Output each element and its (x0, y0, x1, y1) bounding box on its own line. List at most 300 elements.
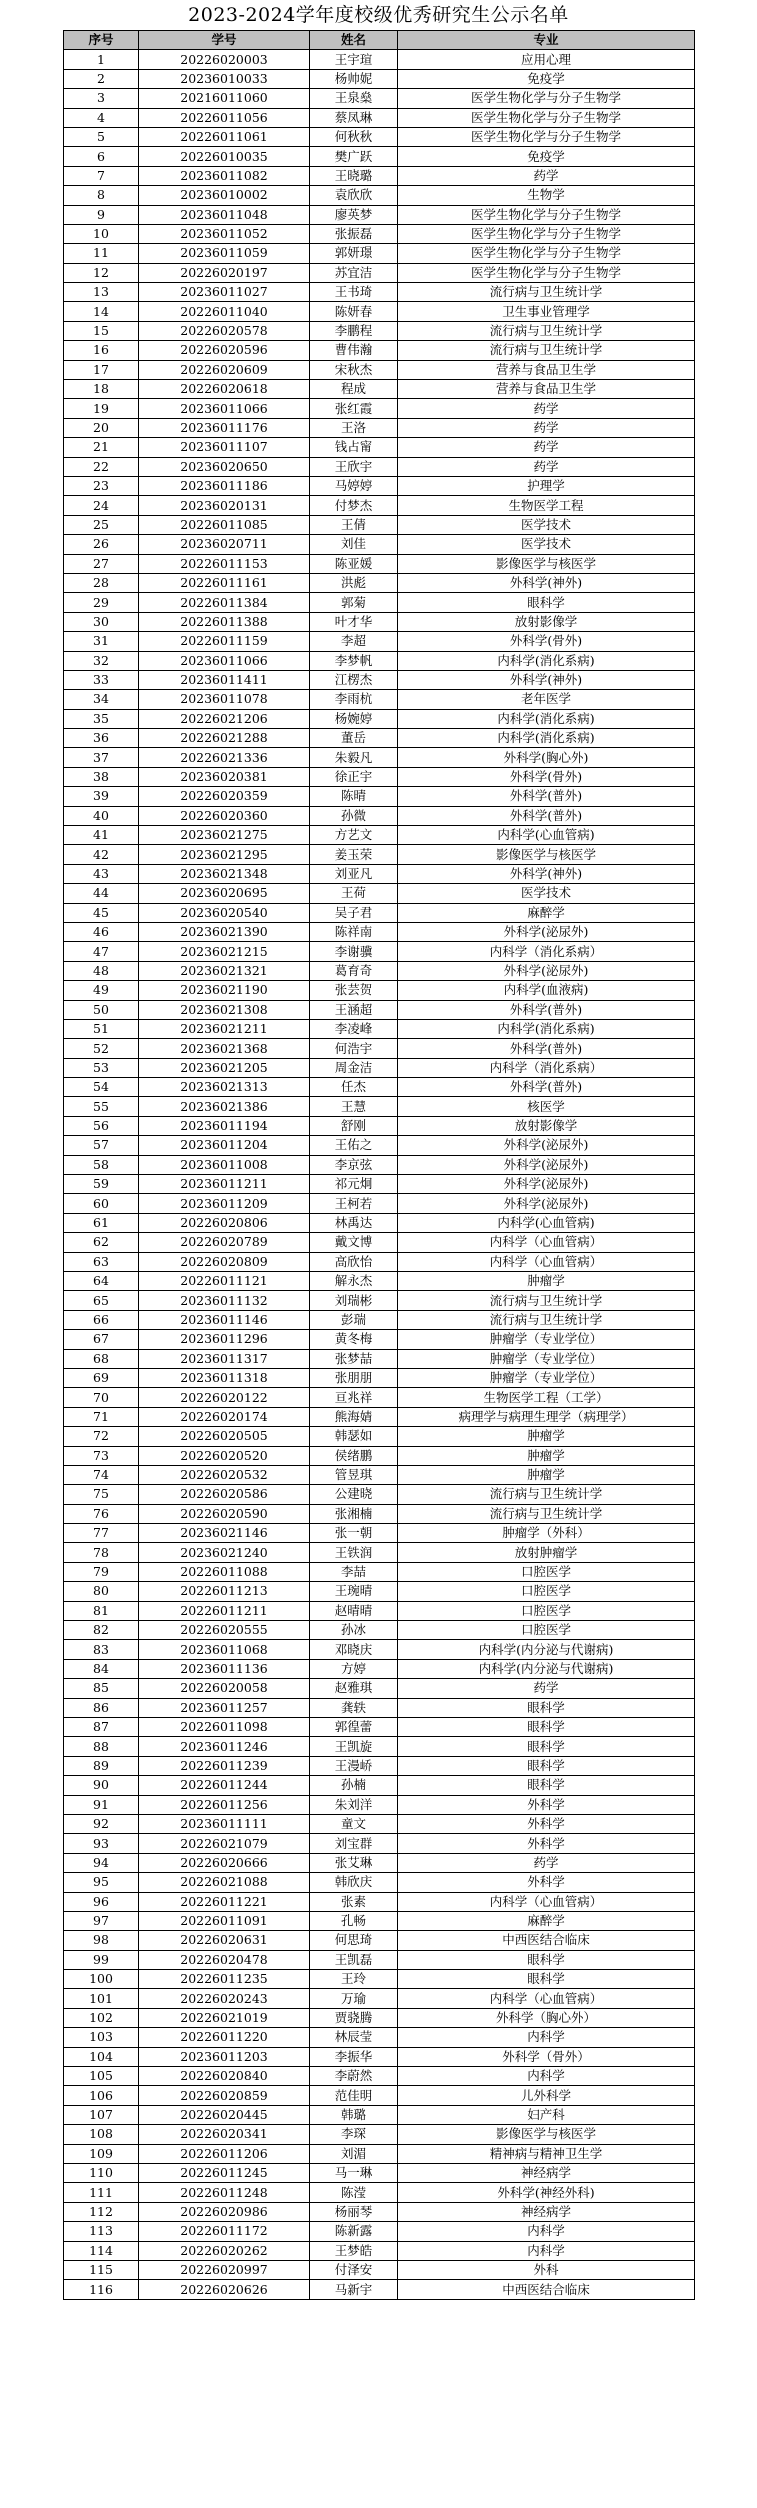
cell-major: 外科学 (398, 1814, 695, 1833)
cell-index: 92 (64, 1814, 139, 1833)
cell-major: 内科学（消化系病） (398, 1058, 695, 1077)
cell-index: 97 (64, 1911, 139, 1930)
cell-index: 31 (64, 632, 139, 651)
cell-student-id: 20226020666 (139, 1853, 310, 1872)
table-row (64, 1698, 695, 1717)
table-row (64, 806, 695, 825)
cell-student-id: 20226011098 (139, 1717, 310, 1736)
cell-index: 17 (64, 360, 139, 379)
cell-major: 神经病学 (398, 2202, 695, 2221)
table-row (64, 1931, 695, 1950)
cell-major: 医学技术 (398, 515, 695, 534)
table-row (64, 632, 695, 651)
cell-student-id: 20226020618 (139, 380, 310, 399)
cell-name: 王洛 (310, 418, 398, 437)
cell-student-id: 20236021313 (139, 1078, 310, 1097)
table-row (64, 1078, 695, 1097)
cell-student-id: 20236011186 (139, 476, 310, 495)
cell-major: 内科学 (398, 2222, 695, 2241)
cell-index: 62 (64, 1233, 139, 1252)
cell-major: 中西医结合临床 (398, 1931, 695, 1950)
cell-index: 94 (64, 1853, 139, 1872)
cell-index: 99 (64, 1950, 139, 1969)
cell-major: 药学 (398, 457, 695, 476)
table-row (64, 380, 695, 399)
cell-name: 王欣宇 (310, 457, 398, 476)
cell-student-id: 20226011159 (139, 632, 310, 651)
cell-major: 内科学(血液病) (398, 981, 695, 1000)
cell-student-id: 20226011040 (139, 302, 310, 321)
cell-name: 孔畅 (310, 1911, 398, 1930)
cell-student-id: 20236011136 (139, 1659, 310, 1678)
cell-student-id: 20226020986 (139, 2202, 310, 2221)
page-title: 2023-2024学年度校级优秀研究生公示名单 (188, 4, 569, 26)
table-row (64, 2086, 695, 2105)
cell-major: 麻醉学 (398, 1911, 695, 1930)
cell-index: 98 (64, 1931, 139, 1950)
cell-major: 流行病与卫生统计学 (398, 1310, 695, 1329)
cell-name: 亘兆祥 (310, 1388, 398, 1407)
cell-name: 方婷 (310, 1659, 398, 1678)
table-row (64, 515, 695, 534)
cell-student-id: 20236011048 (139, 205, 310, 224)
cell-index: 12 (64, 263, 139, 282)
cell-student-id: 20226011388 (139, 612, 310, 631)
header-student-id: 学号 (139, 31, 310, 50)
table-row (64, 341, 695, 360)
cell-name: 祁元炯 (310, 1175, 398, 1194)
cell-name: 贾骁腾 (310, 2008, 398, 2027)
cell-index: 77 (64, 1524, 139, 1543)
header-major: 专业 (398, 31, 695, 50)
cell-student-id: 20226020360 (139, 806, 310, 825)
cell-major: 药学 (398, 1853, 695, 1872)
cell-student-id: 20216011060 (139, 89, 310, 108)
table-row (64, 263, 695, 282)
table-row (64, 1873, 695, 1892)
table-row (64, 1970, 695, 1989)
table-row (64, 903, 695, 922)
cell-major: 肿瘤学 (398, 1465, 695, 1484)
table-row (64, 1989, 695, 2008)
cell-student-id: 20236011411 (139, 670, 310, 689)
table-row (64, 748, 695, 767)
cell-student-id: 20236011066 (139, 651, 310, 670)
cell-major: 口腔医学 (398, 1601, 695, 1620)
cell-student-id: 20226020174 (139, 1407, 310, 1426)
table-row (64, 360, 695, 379)
cell-student-id: 20236021205 (139, 1058, 310, 1077)
cell-index: 34 (64, 690, 139, 709)
cell-name: 龚轶 (310, 1698, 398, 1717)
cell-index: 111 (64, 2183, 139, 2202)
cell-index: 56 (64, 1116, 139, 1135)
cell-student-id: 20226021079 (139, 1834, 310, 1853)
cell-major: 眼科学 (398, 1737, 695, 1756)
cell-name: 王漫峤 (310, 1756, 398, 1775)
cell-name: 杨帅妮 (310, 69, 398, 88)
cell-major: 外科学（胸心外） (398, 2008, 695, 2027)
cell-major: 外科学(神外) (398, 670, 695, 689)
cell-student-id: 20226020590 (139, 1504, 310, 1523)
cell-major: 肿瘤学（专业学位） (398, 1349, 695, 1368)
cell-index: 71 (64, 1407, 139, 1426)
table-row (64, 89, 695, 108)
table-row (64, 50, 695, 69)
header-name: 姓名 (310, 31, 398, 50)
cell-index: 32 (64, 651, 139, 670)
table-row (64, 1175, 695, 1194)
cell-name: 叶才华 (310, 612, 398, 631)
cell-name: 范佳明 (310, 2086, 398, 2105)
cell-student-id: 20226020262 (139, 2241, 310, 2260)
cell-name: 李凌峰 (310, 1019, 398, 1038)
cell-name: 邓晓庆 (310, 1640, 398, 1659)
cell-student-id: 20236020650 (139, 457, 310, 476)
table-row (64, 1427, 695, 1446)
table-row (64, 1717, 695, 1736)
cell-name: 吴子君 (310, 903, 398, 922)
cell-student-id: 20226020806 (139, 1213, 310, 1232)
table-row (64, 1814, 695, 1833)
cell-student-id: 20236011203 (139, 2047, 310, 2066)
cell-index: 54 (64, 1078, 139, 1097)
cell-student-id: 20236011211 (139, 1175, 310, 1194)
cell-name: 王铁润 (310, 1543, 398, 1562)
cell-student-id: 20236021190 (139, 981, 310, 1000)
table-row (64, 670, 695, 689)
cell-name: 张红霞 (310, 399, 398, 418)
cell-name: 赵晴晴 (310, 1601, 398, 1620)
cell-index: 33 (64, 670, 139, 689)
cell-major: 医学生物化学与分子生物学 (398, 263, 695, 282)
cell-major: 内科学（消化系病） (398, 942, 695, 961)
table-row (64, 1291, 695, 1310)
cell-major: 内科学（心血管病） (398, 1252, 695, 1271)
cell-student-id: 20236011194 (139, 1116, 310, 1135)
table-row (64, 1853, 695, 1872)
cell-major: 药学 (398, 166, 695, 185)
cell-major: 内科学 (398, 2028, 695, 2047)
cell-major: 眼科学 (398, 1717, 695, 1736)
cell-index: 23 (64, 476, 139, 495)
cell-index: 50 (64, 1000, 139, 1019)
cell-index: 91 (64, 1795, 139, 1814)
cell-major: 内科学(消化系病) (398, 1019, 695, 1038)
cell-major: 外科学(普外) (398, 1078, 695, 1097)
table-row (64, 244, 695, 263)
cell-major: 生物学 (398, 186, 695, 205)
cell-major: 内科学 (398, 2241, 695, 2260)
cell-index: 49 (64, 981, 139, 1000)
cell-student-id: 20226011121 (139, 1272, 310, 1291)
cell-student-id: 20236021368 (139, 1039, 310, 1058)
cell-name: 解永杰 (310, 1272, 398, 1291)
cell-index: 38 (64, 767, 139, 786)
table-row (64, 1252, 695, 1271)
table-row (64, 1834, 695, 1853)
table-row (64, 1485, 695, 1504)
cell-name: 刘湄 (310, 2144, 398, 2163)
cell-index: 53 (64, 1058, 139, 1077)
cell-major: 外科学(神外) (398, 573, 695, 592)
cell-major: 外科学(普外) (398, 787, 695, 806)
cell-name: 郭菊 (310, 593, 398, 612)
cell-name: 王荷 (310, 884, 398, 903)
cell-student-id: 20226021206 (139, 709, 310, 728)
cell-student-id: 20236011059 (139, 244, 310, 263)
cell-student-id: 20236020381 (139, 767, 310, 786)
cell-student-id: 20226020122 (139, 1388, 310, 1407)
cell-major: 免疫学 (398, 147, 695, 166)
cell-student-id: 20236011204 (139, 1136, 310, 1155)
cell-index: 27 (64, 554, 139, 573)
cell-student-id: 20226020631 (139, 1931, 310, 1950)
cell-student-id: 20236020131 (139, 496, 310, 515)
cell-index: 46 (64, 922, 139, 941)
table-row (64, 2008, 695, 2027)
cell-name: 孙楠 (310, 1776, 398, 1795)
table-row (64, 554, 695, 573)
cell-student-id: 20226020859 (139, 2086, 310, 2105)
cell-index: 106 (64, 2086, 139, 2105)
cell-major: 生物医学工程 (398, 496, 695, 515)
cell-major: 外科学(骨外) (398, 632, 695, 651)
cell-name: 樊广跃 (310, 147, 398, 166)
cell-index: 93 (64, 1834, 139, 1853)
cell-name: 方艺文 (310, 826, 398, 845)
cell-index: 55 (64, 1097, 139, 1116)
cell-major: 外科学(普外) (398, 1000, 695, 1019)
cell-student-id: 20226011235 (139, 1970, 310, 1989)
cell-name: 葛育奇 (310, 961, 398, 980)
cell-index: 105 (64, 2067, 139, 2086)
cell-index: 80 (64, 1582, 139, 1601)
roster-table (63, 30, 695, 2300)
cell-student-id: 20236021348 (139, 864, 310, 883)
table-row (64, 1388, 695, 1407)
cell-name: 周金洁 (310, 1058, 398, 1077)
cell-name: 李琛 (310, 2125, 398, 2144)
cell-name: 江楞杰 (310, 670, 398, 689)
cell-student-id: 20226020578 (139, 321, 310, 340)
cell-name: 徐正宇 (310, 767, 398, 786)
cell-name: 王倩 (310, 515, 398, 534)
table-row (64, 2105, 695, 2124)
cell-index: 58 (64, 1155, 139, 1174)
cell-major: 影像医学与核医学 (398, 845, 695, 864)
table-row (64, 612, 695, 631)
cell-student-id: 20236011176 (139, 418, 310, 437)
cell-major: 免疫学 (398, 69, 695, 88)
cell-major: 内科学(内分泌与代谢病) (398, 1640, 695, 1659)
cell-student-id: 20236020695 (139, 884, 310, 903)
cell-student-id: 20226011384 (139, 593, 310, 612)
cell-major: 护理学 (398, 476, 695, 495)
cell-name: 钱占甯 (310, 438, 398, 457)
cell-name: 王玲 (310, 1970, 398, 1989)
table-row (64, 1213, 695, 1232)
cell-major: 影像医学与核医学 (398, 554, 695, 573)
cell-student-id: 20236011068 (139, 1640, 310, 1659)
table-row (64, 2047, 695, 2066)
cell-index: 19 (64, 399, 139, 418)
cell-index: 65 (64, 1291, 139, 1310)
cell-major: 医学技术 (398, 535, 695, 554)
cell-name: 刘宝群 (310, 1834, 398, 1853)
table-row (64, 496, 695, 515)
cell-index: 116 (64, 2280, 139, 2299)
table-row (64, 573, 695, 592)
table-row (64, 535, 695, 554)
cell-student-id: 20226011153 (139, 554, 310, 573)
cell-index: 43 (64, 864, 139, 883)
cell-student-id: 20236021295 (139, 845, 310, 864)
cell-major: 肿瘤学 (398, 1427, 695, 1446)
cell-student-id: 20236021215 (139, 942, 310, 961)
cell-student-id: 20226020197 (139, 263, 310, 282)
cell-student-id: 20226020586 (139, 1485, 310, 1504)
cell-name: 曹伟瀚 (310, 341, 398, 360)
cell-name: 付梦杰 (310, 496, 398, 515)
cell-student-id: 20226021088 (139, 1873, 310, 1892)
table-row (64, 1562, 695, 1581)
table-row (64, 1659, 695, 1678)
cell-name: 熊海婧 (310, 1407, 398, 1426)
cell-major: 口腔医学 (398, 1621, 695, 1640)
cell-major: 眼科学 (398, 593, 695, 612)
cell-index: 104 (64, 2047, 139, 2066)
cell-index: 75 (64, 1485, 139, 1504)
cell-name: 王书琦 (310, 283, 398, 302)
cell-name: 杨婉婷 (310, 709, 398, 728)
table-row (64, 1756, 695, 1775)
cell-index: 42 (64, 845, 139, 864)
cell-student-id: 20236011027 (139, 283, 310, 302)
cell-index: 90 (64, 1776, 139, 1795)
cell-student-id: 20236021211 (139, 1019, 310, 1038)
cell-index: 60 (64, 1194, 139, 1213)
cell-student-id: 20226020341 (139, 2125, 310, 2144)
cell-major: 妇产科 (398, 2105, 695, 2124)
cell-name: 林禹达 (310, 1213, 398, 1232)
header-row (64, 31, 695, 50)
cell-major: 外科学(神外) (398, 864, 695, 883)
cell-student-id: 20236020711 (139, 535, 310, 554)
table-row (64, 1465, 695, 1484)
table-row (64, 1911, 695, 1930)
cell-major: 放射影像学 (398, 612, 695, 631)
table-row (64, 1543, 695, 1562)
cell-student-id: 20236011317 (139, 1349, 310, 1368)
cell-name: 李京弦 (310, 1155, 398, 1174)
table-row (64, 302, 695, 321)
cell-name: 管昱琪 (310, 1465, 398, 1484)
cell-major: 放射影像学 (398, 1116, 695, 1135)
cell-index: 5 (64, 127, 139, 146)
cell-major: 外科学（骨外） (398, 2047, 695, 2066)
cell-index: 82 (64, 1621, 139, 1640)
cell-index: 48 (64, 961, 139, 980)
cell-name: 王涵超 (310, 1000, 398, 1019)
cell-name: 王凯磊 (310, 1950, 398, 1969)
table-row (64, 1446, 695, 1465)
cell-index: 30 (64, 612, 139, 631)
table-row (64, 108, 695, 127)
table-row (64, 690, 695, 709)
cell-index: 14 (64, 302, 139, 321)
cell-index: 101 (64, 1989, 139, 2008)
cell-name: 马一琳 (310, 2163, 398, 2182)
cell-index: 35 (64, 709, 139, 728)
cell-index: 67 (64, 1330, 139, 1349)
cell-student-id: 20226021336 (139, 748, 310, 767)
cell-major: 流行病与卫生统计学 (398, 321, 695, 340)
cell-index: 6 (64, 147, 139, 166)
cell-student-id: 20226010035 (139, 147, 310, 166)
cell-student-id: 20226011161 (139, 573, 310, 592)
cell-major: 内科学 (398, 2067, 695, 2086)
cell-index: 25 (64, 515, 139, 534)
table-row (64, 476, 695, 495)
cell-name: 戴文博 (310, 1233, 398, 1252)
cell-student-id: 20236011257 (139, 1698, 310, 1717)
cell-student-id: 20226011256 (139, 1795, 310, 1814)
cell-index: 44 (64, 884, 139, 903)
cell-index: 88 (64, 1737, 139, 1756)
cell-major: 眼科学 (398, 1756, 695, 1775)
table-row (64, 961, 695, 980)
cell-name: 李梦帆 (310, 651, 398, 670)
table-row (64, 942, 695, 961)
table-row (64, 1310, 695, 1329)
cell-major: 医学生物化学与分子生物学 (398, 108, 695, 127)
cell-student-id: 20236011066 (139, 399, 310, 418)
cell-major: 外科学(泌尿外) (398, 1136, 695, 1155)
cell-index: 83 (64, 1640, 139, 1659)
cell-student-id: 20226020532 (139, 1465, 310, 1484)
cell-name: 何思琦 (310, 1931, 398, 1950)
table-row (64, 1116, 695, 1135)
cell-student-id: 20226020840 (139, 2067, 310, 2086)
cell-index: 96 (64, 1892, 139, 1911)
cell-index: 1 (64, 50, 139, 69)
cell-name: 何浩宇 (310, 1039, 398, 1058)
cell-index: 57 (64, 1136, 139, 1155)
cell-student-id: 20236011008 (139, 1155, 310, 1174)
cell-student-id: 20226011061 (139, 127, 310, 146)
cell-student-id: 20236021308 (139, 1000, 310, 1019)
cell-student-id: 20226021288 (139, 729, 310, 748)
cell-major: 肿瘤学 (398, 1446, 695, 1465)
cell-index: 36 (64, 729, 139, 748)
cell-index: 16 (64, 341, 139, 360)
table-row (64, 69, 695, 88)
cell-student-id: 20226011244 (139, 1776, 310, 1795)
cell-index: 59 (64, 1175, 139, 1194)
cell-index: 29 (64, 593, 139, 612)
cell-student-id: 20236011111 (139, 1814, 310, 1833)
cell-index: 9 (64, 205, 139, 224)
cell-index: 7 (64, 166, 139, 185)
cell-name: 杨丽琴 (310, 2202, 398, 2221)
table-row (64, 1582, 695, 1601)
cell-name: 李超 (310, 632, 398, 651)
table-row (64, 147, 695, 166)
cell-index: 115 (64, 2260, 139, 2279)
cell-major: 外科学(骨外) (398, 767, 695, 786)
table-row (64, 884, 695, 903)
